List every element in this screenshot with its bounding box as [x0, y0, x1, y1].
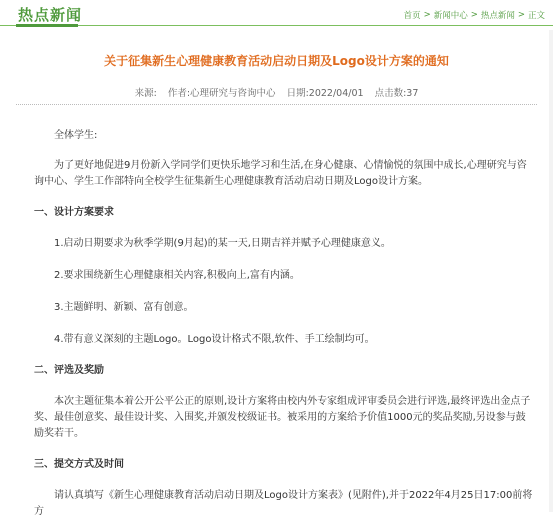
intro-paragraph: 为了更好地促进9月份新入学同学们更快乐地学习和生活,在身心健康、心情愉悦的氛围中成长,心理研究与咨询中心、学生工作部特向全校学生征集新生心理健康教育活动启动日期及Logo设计方案。 — [34, 160, 527, 187]
requirement-item: 2.要求围绕新生心理健康相关内容,积极向上,富有内涵。 — [54, 270, 300, 281]
breadcrumb-hot-news[interactable]: 热点新闻 — [480, 11, 515, 21]
page-scrollbar[interactable] — [549, 30, 553, 512]
salutation: 全体学生: — [54, 130, 98, 141]
meta-author: 作者:心理研究与咨询中心 — [167, 88, 276, 99]
section-title: 热点新闻 — [18, 6, 83, 24]
requirement-item: 3.主题鲜明、新颖、富有创意。 — [54, 302, 194, 313]
breadcrumb — [404, 9, 545, 21]
article-body — [34, 128, 534, 520]
requirement-item: 4.带有意义深刻的主题Logo。Logo设计格式不限,软件、手工绘制均可。 — [54, 334, 375, 345]
breadcrumb-separator: > — [517, 10, 525, 20]
meta-date: 日期:2022/04/01 — [286, 88, 364, 99]
page-header — [0, 0, 553, 30]
breadcrumb-home[interactable]: 首页 — [403, 11, 421, 21]
article-title: 关于征集新生心理健康教育活动启动日期及Logo设计方案的通知 — [104, 54, 449, 68]
breadcrumb-separator: > — [423, 10, 431, 20]
requirement-item: 1.启动日期要求为秋季学期(9月起)的某一天,日期吉祥并赋予心理健康意义。 — [54, 238, 391, 249]
breadcrumb-current: 正文 — [527, 11, 545, 21]
section-heading: 一、设计方案要求 — [34, 207, 114, 218]
section-title-underline — [16, 24, 78, 27]
breadcrumb-news-center[interactable]: 新闻中心 — [433, 11, 468, 21]
meta-divider — [16, 104, 537, 105]
submit-paragraph: 请认真填写《新生心理健康教育活动启动日期及Logo设计方案表》(见附件),并于2022年4月25日17:00前将方 — [34, 490, 533, 517]
section-heading: 三、提交方式及时间 — [34, 459, 124, 470]
meta-clicks: 点击数:37 — [374, 88, 419, 99]
article-meta — [0, 85, 553, 99]
section-heading: 二、评选及奖励 — [34, 365, 104, 376]
breadcrumb-separator: > — [470, 10, 478, 20]
meta-source: 来源: — [134, 88, 157, 99]
header-divider — [0, 25, 553, 26]
award-paragraph: 本次主题征集本着公开公平公正的原则,设计方案将由校内外专家组成评审委员会进行评选,最终评选出金点子奖、最佳创意奖、最佳设计奖、入围奖,并颁发校级证书。被采用的方案给予价值1000元的奖品奖励,另设参与鼓励奖若干。 — [34, 396, 531, 439]
